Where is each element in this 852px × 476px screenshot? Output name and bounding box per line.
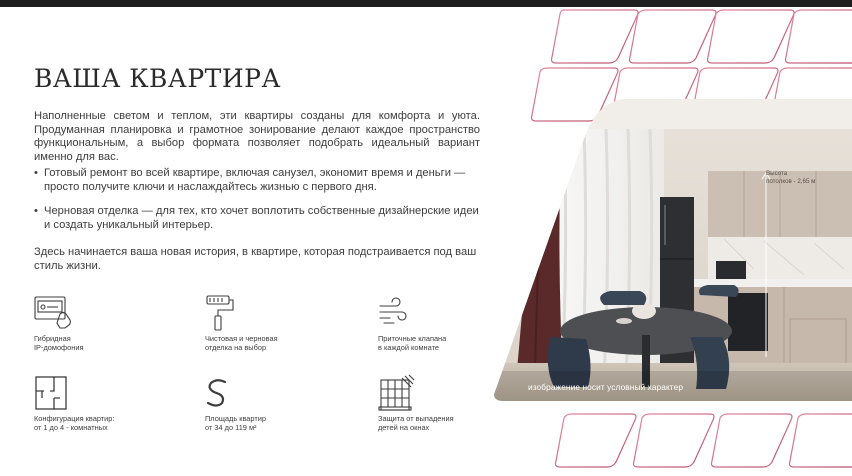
feature-configuration <box>34 374 194 433</box>
air-vent-icon <box>378 294 418 334</box>
feature-finishing <box>205 294 365 353</box>
page-title: ВАША КВАРТИРА <box>34 64 281 93</box>
bullet-text: Готовый ремонт во всей квартире, включая санузел, экономит время и деньги — просто получите ключи и наслаждайтесь жизнью с первого дня. <box>44 167 466 193</box>
feature-label: Приточные клапана в каждой комнате <box>378 334 447 353</box>
bullet-item <box>34 167 480 194</box>
intercom-card-icon <box>34 294 74 334</box>
bullet-text: Черновая отделка — для тех, кто хочет воплотить собственные дизайнерские идеи и создать уникальный интерьер. <box>44 205 479 231</box>
feature-label: Чистовая и черновая отделка на выбор <box>205 334 278 353</box>
paint-roller-icon <box>205 294 245 334</box>
feature-area <box>205 374 365 433</box>
window-protection-icon <box>378 374 418 414</box>
floor-plan-icon <box>34 374 74 414</box>
feature-intercom <box>34 294 194 353</box>
intro-paragraph: Наполненные светом и теплом, эти квартиры созданы для комфорта и уюта. Продуманная планировка и грамотное зонирование делают каждое пространство функциональным, а выбор формата позволяет подобрать идеальный вариант именно для вас. <box>34 110 480 163</box>
feature-label: Гибридная IP-домофония <box>34 334 84 353</box>
ceiling-height-label: Высота потолков - 2,65 м <box>766 170 816 185</box>
interior-photo <box>494 99 852 401</box>
feature-label: Защита от выпадения детей на окнах <box>378 414 454 433</box>
outro-paragraph: Здесь начинается ваша новая история, в квартире, которая подстраивается под ваш стиль жизни. <box>34 246 477 272</box>
bullet-item <box>34 205 480 232</box>
feature-label: Конфигурация квартир: от 1 до 4 - комнатных <box>34 414 115 433</box>
photo-caption: изображение носит условный характер <box>528 382 684 392</box>
bullet-dot: • <box>34 167 38 179</box>
area-s-icon <box>205 374 245 414</box>
bullet-dot: • <box>34 205 38 217</box>
feature-label: Площадь квартир от 34 до 119 м² <box>205 414 266 433</box>
